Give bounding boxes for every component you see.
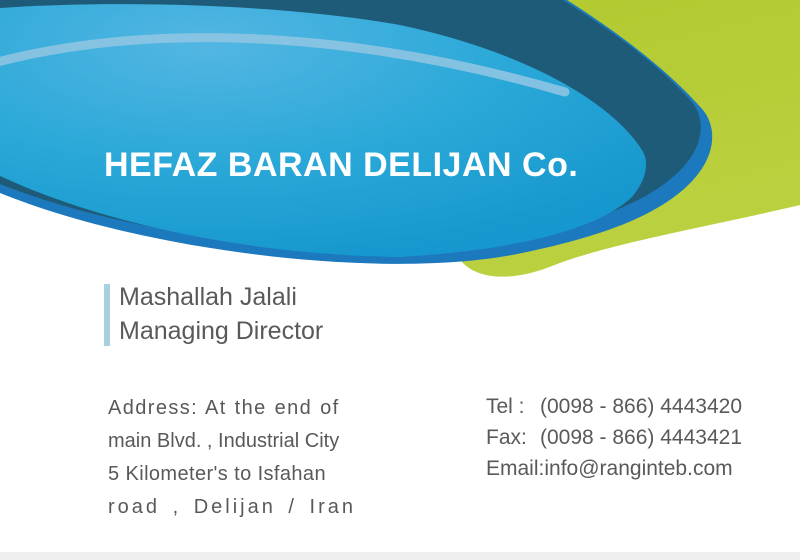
accent-bar [104,284,110,346]
company-name: HEFAZ BARAN DELIJAN Co. [104,146,579,184]
email-row [486,453,742,484]
fax-row [486,422,742,453]
address-line: Address: At the end of [108,397,340,419]
person-name: Mashallah Jalali [119,283,297,311]
tel-label: Tel : [486,395,525,418]
email-label: Email: [486,457,545,480]
person-block [119,280,323,348]
address-line: road , Delijan / Iran [108,496,356,518]
fax-value: (0098 - 866) 4443421 [540,426,742,449]
email-value: info@ranginteb.com [544,457,733,480]
address-line: main Blvd. , Industrial City [108,430,340,452]
contact-block [486,391,742,484]
person-title: Managing Director [119,317,324,345]
address-block [108,392,378,524]
bottom-edge-strip [0,552,800,560]
tel-value: (0098 - 866) 4443420 [540,395,742,418]
address-line: 5 Kilometer's to Isfahan [108,463,326,485]
fax-label: Fax: [486,426,527,449]
tel-row [486,391,742,422]
